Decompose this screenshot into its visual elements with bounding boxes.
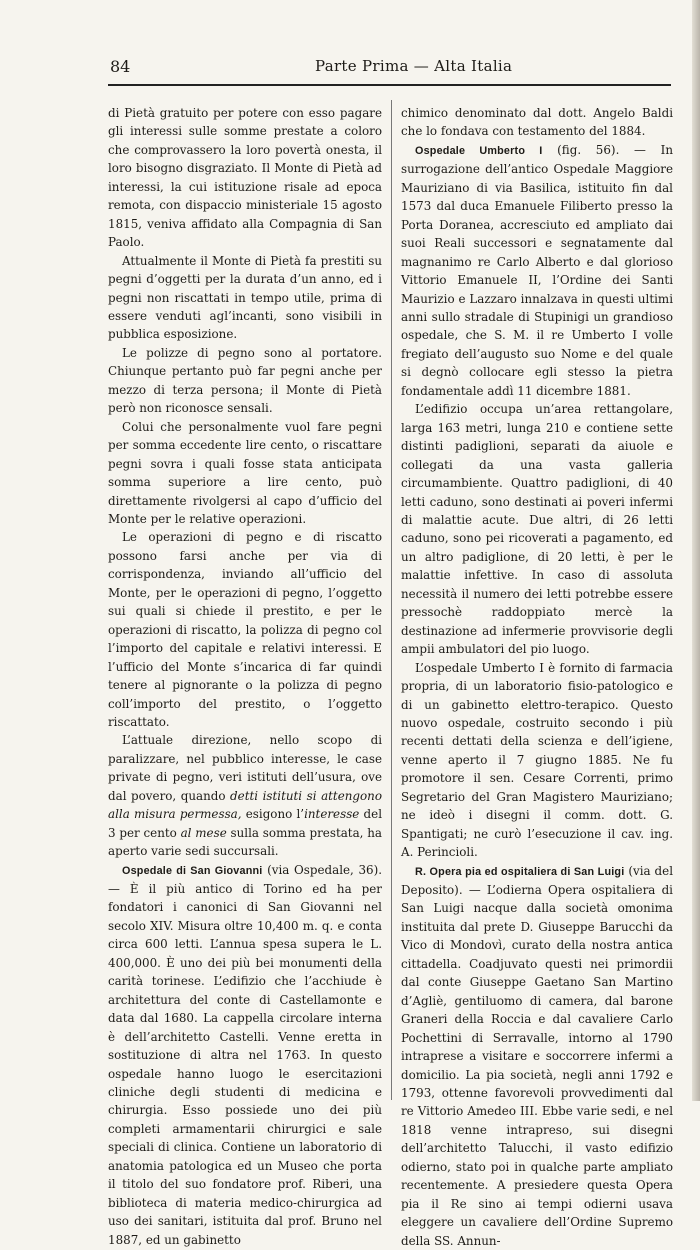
text-run: L’attuale direzione, nello scopo di paralizzare, nel pubblico interesse, le case private di pegno, veri istituti dell’usura, ove dal povero, quando xyxy=(108,733,382,803)
entry-heading: Ospedale di San Giovanni xyxy=(122,864,263,877)
left-column xyxy=(108,104,382,1249)
text-run: (via Ospedale, 36). — È il più antico di Torino ed ha per fondatori i canonici di San Giovanni nel secolo XIV. Misura oltre 10,400 m. q. e conta circa 600 letti. L’annua spesa supera le L. 400,000. È uno dei più bei monumenti della carità torinese. L’edifizio che l’acchiude è architettura del conte di Castellamonte e data dal 1680. La cappella circolare interna è dell’architetto Castelli. Venne eretta in sostituzione di altra nel 1763. In questo ospedale hanno luogo le esercitazioni cliniche degli studenti di medicina e chirurgia. Esso possiede uno dei più completi armamentarii chirurgici e sale speciali di clinica. Contiene un laboratorio di anatomia patologica ed un Museo che porta il titolo del suo fondatore prof. Riberi, una biblioteca di materia medico-chirurgica ad uso dei sanitari, istituita dal prof. Bruno nel 1887, ed un gabinetto xyxy=(108,862,382,1247)
paragraph xyxy=(108,861,382,1250)
text-run: (fig. 56). — In surrogazione dell’antico Ospedale Maggiore Mauriziano di via Basilica, istituito fin dal 1573 dal duca Emanuele Filiberto presso la Porta Doranea, accresciuto ed ampliato dai suoi Reali successori e segnatamente dal magnanimo re Carlo Alberto e dal glorioso Vittorio Emanuele II, l’Ordine dei Santi Maurizio e Lazzaro innalzava in questi ultimi anni sullo stradale di Stupinigi un grandioso ospedale, che S. M. il re Umberto I volle fregiato dell’augusto suo Nome e del quale si degnò collocare egli stesso la pietra fondamentale addì 11 dicembre 1881. xyxy=(401,142,673,398)
entry-heading: R. Opera pia ed ospitaliera di San Luigi xyxy=(415,865,625,878)
paragraph: Le polizze di pegno sono al portatore. Chiunque pertanto può far pegni anche per mezzo di terza persona; il Monte di Pietà però non riconosce sensali. xyxy=(108,345,382,416)
entry-heading: Ospedale Umberto I xyxy=(415,144,543,157)
paragraph: Colui che personalmente vuol fare pegni per somma eccedente lire cento, o riscattare pegni sovra i quali fosse stata anticipata somma superiore a lire cento, può direttamente rivolgersi al capo d’ufficio del Monte per le relative operazioni. xyxy=(108,419,382,526)
running-head: Parte Prima — Alta Italia xyxy=(315,57,513,75)
text-run: esigono l’ xyxy=(241,807,305,822)
right-column xyxy=(401,104,673,1250)
header-rule xyxy=(108,84,671,86)
paragraph: Attualmente il Monte di Pietà fa prestiti su pegni d’oggetti per la durata d’un anno, ed i pegni non riscattati in tempo utile, prima di essere venduti agl’incanti, sono visibili in pubblica esposizione. xyxy=(108,253,382,342)
page-number: 84 xyxy=(110,57,131,76)
column-divider xyxy=(391,100,392,1100)
text-run: (via del Deposito). — L’odierna Opera ospitaliera di San Luigi nacque dalla società omonima instituita dal prete D. Giuseppe Barucchi da Vico di Mondovì, curato della nostra antica cittadella. Coadjuvato questi nei primordii dal conte Giuseppe Gaetano San Martino d’Agliè, gentiluomo di camera, dal barone Graneri della Roccia e dal cavaliere Carlo Pochettini di Serravalle, intorno al 1790 intraprese a visitare e soccorrere infermi a domicilio. La pia società, negli anni 1792 e 1793, ottenne favorevoli provvedimenti dal re Vittorio Amedeo III. Ebbe varie sedi, e nel 1818 venne intrapreso, sui disegni dell’architetto Talucchi, il vasto edifizio odierno, stato poi in qualche parte ampliato recentemente. A presiedere questa Opera pia il Re sino ai tempi odierni usava eleggere un cavaliere dell’Ordine Supremo della SS. Annun- xyxy=(401,863,673,1248)
text-run: del 3 per cento xyxy=(108,807,383,840)
page-edge-shadow xyxy=(692,0,700,1101)
text-run: sulla somma prestata, ha aperto varie sedi succursali. xyxy=(108,825,383,859)
paragraph xyxy=(401,862,673,1250)
page-header xyxy=(110,53,670,79)
paragraph: di Pietà gratuito per potere con esso pagare gli interessi sulle somme prestate a coloro che comprovassero la loro povertà onesta, il loro bisogno disgraziato. Il Monte di Pietà ad interessi, la cui istituzione risale ad epoca remota, con dispaccio ministeriale 15 agosto 1815, veniva affidato alla Compagnia di San Paolo. xyxy=(108,106,382,250)
paragraph xyxy=(108,731,382,860)
paragraph: L’ospedale Umberto I è fornito di farmacia propria, di un laboratorio fisio-patologico e di un gabinetto elettro-terapico. Questo nuovo ospedale, costruito secondo i più recenti dettati della scienza e dell’igiene, venne aperto il 7 giugno 1885. Ne fu promotore il sen. Cesare Correnti, primo Segretario del Gran Magistero Mauriziano; ne ideò i disegni il comm. dott. G. Spantigati; ne curò l’esecuzione il cav. ing. A. Perincioli. xyxy=(401,660,673,860)
paragraph: chimico denominato dal dott. Angelo Baldi che lo fondava con testamento del 1884. xyxy=(401,106,673,139)
italic-run: detti istituti si attengono alla misura permessa, xyxy=(108,788,382,822)
paragraph: L’edifizio occupa un’area rettangolare, larga 163 metri, lunga 210 e contiene sette distinti padiglioni, separati da aiuole e collegati da una vasta galleria circumambiente. Quattro padiglioni, di 40 letti caduno, sono destinati ai poveri infermi di malattie acute. Due altri, di 26 letti caduno, sono pei ricoverati a pagamento, ed un altro padiglione, di 20 letti, è per le malattie infettive. In caso di assoluta necessità il numero dei letti potrebbe essere pressochè raddoppiato mercè la destinazione ad infermerie provvisorie degli ampii ambulatori del pio luogo. xyxy=(401,402,673,657)
paragraph: Le operazioni di pegno e di riscatto possono farsi anche per via di corrispondenza, inviando all’ufficio del Monte, per le operazioni di pegno, l’oggetto sui quali si chiede il prestito, e per le operazioni di riscatto, la polizza di pegno col l’importo del capitale e relativi interessi. E l’ufficio del Monte s’incarica di far quindi tenere al pignorante o la polizza di pegno coll’importo del prestito, o l’oggetto riscattato. xyxy=(108,530,382,729)
italic-run: al mese xyxy=(180,825,227,840)
italic-run: interesse xyxy=(304,807,360,822)
paragraph xyxy=(401,141,673,400)
